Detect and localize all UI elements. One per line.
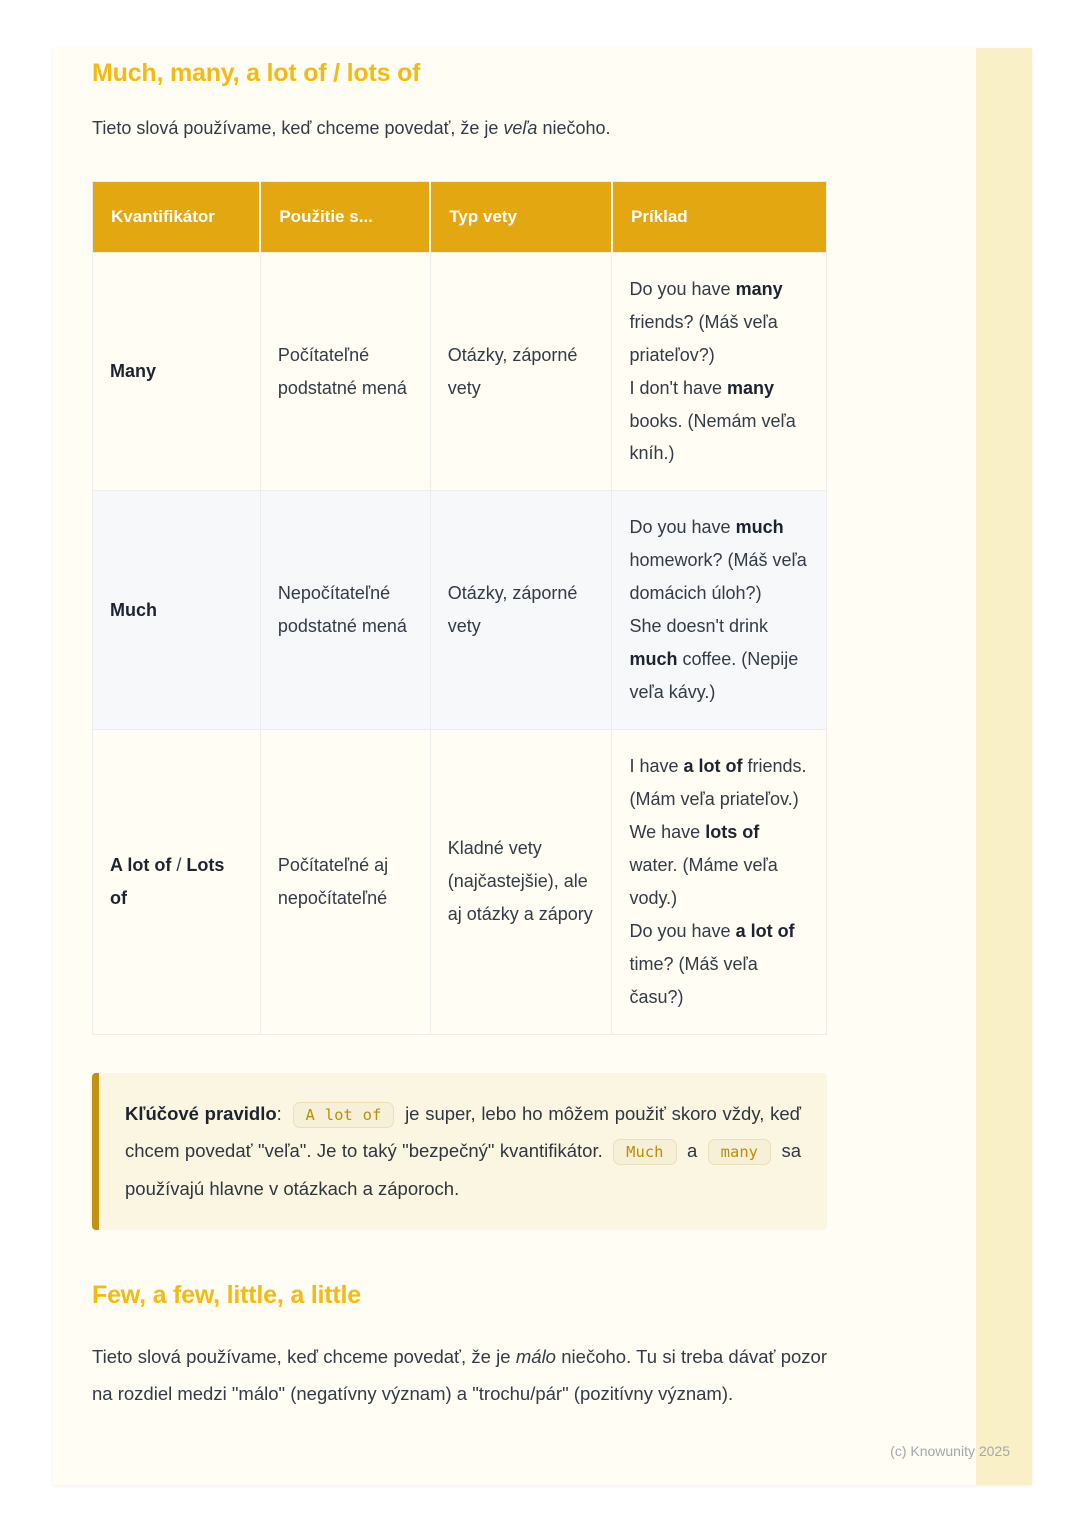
quantifiers-table (92, 181, 827, 1035)
quantifier-cell: Much (93, 491, 261, 730)
table-row-much (93, 491, 827, 730)
example-cell: I have a lot of friends. (Mám veľa priateľov.) We have lots of water. (Máme veľa vody.) Do you have a lot of time? (Máš veľa času?) (612, 730, 827, 1035)
column-header-typ-vety: Typ vety (430, 181, 612, 252)
sentence-type-cell: Otázky, záporné vety (430, 252, 612, 491)
section-few-intro: Tieto slová používame, keď chceme povedať, že je málo niečoho. Tu si treba dávať pozor na rozdiel medzi "málo" (negatívny význam) a "trochu/pár" (pozitívny význam). (92, 1346, 828, 1405)
section-much-intro: Tieto slová používame, keď chceme povedať, že je veľa niečoho. (92, 118, 611, 138)
table-row-many (93, 252, 827, 491)
section-title-much-many: Much, many, a lot of / lots of (92, 59, 421, 87)
document-page (53, 48, 1032, 1485)
quantifier-cell: Many (93, 252, 261, 491)
page-content (92, 48, 827, 1412)
example-cell: Do you have much homework? (Máš veľa domácich úloh?) She doesn't drink much coffee. (Nepije veľa kávy.) (612, 491, 827, 730)
quantifier-cell: A lot of / Lots of (93, 730, 261, 1035)
column-header-kvantifikator: Kvantifikátor (93, 181, 261, 252)
table-header-row (93, 181, 827, 252)
usage-cell: Počítateľné aj nepočítateľné (260, 730, 430, 1035)
page-edge-strip (976, 48, 1032, 1485)
table-row-a-lot-of (93, 730, 827, 1035)
sentence-type-cell: Otázky, záporné vety (430, 491, 612, 730)
usage-cell: Počítateľné podstatné mená (260, 252, 430, 491)
copyright-footer: (c) Knowunity 2025 (890, 1443, 1010, 1459)
section-title-few-little: Few, a few, little, a little (92, 1281, 361, 1310)
sentence-type-cell: Kladné vety (najčastejšie), ale aj otázky a zápory (430, 730, 612, 1035)
column-header-pouzitie: Použitie s... (260, 181, 430, 252)
column-header-priklad: Príklad (612, 181, 827, 252)
usage-cell: Nepočítateľné podstatné mená (260, 491, 430, 730)
key-rule-text: Kľúčové pravidlo: A lot of je super, lebo ho môžem použiť skoro vždy, keď chcem povedať "veľa". Je to taký "bezpečný" kvantifikátor. Much a many sa používajú hlavne v otázkach a záporoch. (125, 1102, 801, 1200)
example-cell: Do you have many friends? (Máš veľa priateľov?) I don't have many books. (Nemám veľa kníh.) (612, 252, 827, 491)
key-rule-callout (92, 1073, 827, 1231)
